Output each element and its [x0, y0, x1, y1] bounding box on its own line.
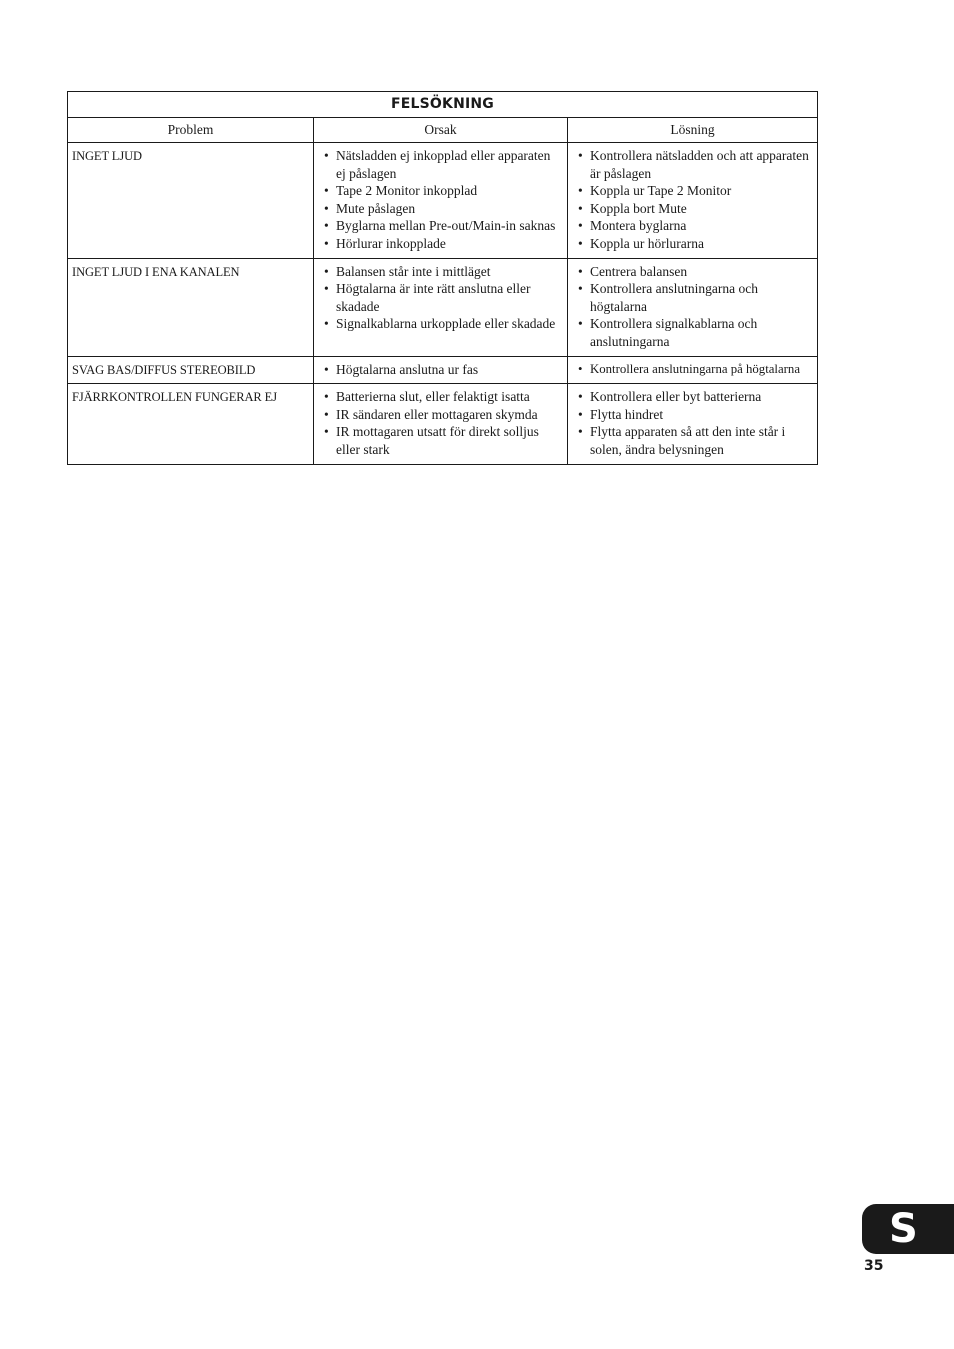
solution-cell: [568, 258, 818, 356]
cause-list: [324, 361, 561, 379]
table-row: [68, 143, 818, 259]
list-item: • Nätsladden ej inkopplad eller apparaten ej påslagen: [324, 147, 561, 182]
solution-cell: [568, 356, 818, 384]
problem-cell: INGET LJUD I ENA KANALEN: [68, 258, 314, 356]
solution-cell: [568, 384, 818, 464]
list-item: • Tape 2 Monitor inkopplad: [324, 182, 561, 200]
list-item: • Hörlurar inkopplade: [324, 235, 561, 253]
language-tab: [862, 1204, 954, 1254]
list-item: • Högtalarna anslutna ur fas: [324, 361, 561, 379]
solution-list: [578, 263, 811, 351]
table-title: FELSÖKNING: [68, 92, 818, 118]
cause-list: [324, 147, 561, 253]
list-item: • Högtalarna är inte rätt anslutna eller skadade: [324, 280, 561, 315]
problem-cell: SVAG BAS/DIFFUS STEREOBILD: [68, 356, 314, 384]
solution-cell: [568, 143, 818, 259]
list-item: • Centrera balansen: [578, 263, 811, 281]
list-item: • Montera byglarna: [578, 217, 811, 235]
solution-list: [578, 361, 811, 379]
problem-cell: INGET LJUD: [68, 143, 314, 259]
list-item: • Balansen står inte i mittläget: [324, 263, 561, 281]
cause-cell: [314, 258, 568, 356]
cause-cell: [314, 384, 568, 464]
cause-cell: [314, 143, 568, 259]
table-row: [68, 356, 818, 384]
list-item: • Signalkablarna urkopplade eller skadade: [324, 315, 561, 333]
list-item: • IR mottagaren utsatt för direkt solljus eller stark: [324, 423, 561, 458]
list-item: • Flytta hindret: [578, 406, 811, 424]
language-tab-letter: S: [889, 1206, 918, 1252]
list-item: • Kontrollera nätsladden och att apparaten är påslagen: [578, 147, 811, 182]
cause-list: [324, 388, 561, 458]
column-header-problem: Problem: [68, 118, 314, 143]
list-item: • Kontrollera eller byt batterierna: [578, 388, 811, 406]
problem-cell: FJÄRRKONTROLLEN FUNGERAR EJ: [68, 384, 314, 464]
solution-list: [578, 388, 811, 458]
list-item: • Koppla ur Tape 2 Monitor: [578, 182, 811, 200]
list-item: • Flytta apparaten så att den inte står i solen, ändra belysningen: [578, 423, 811, 458]
list-item: • Mute påslagen: [324, 200, 561, 218]
list-item: • Kontrollera signalkablarna och anslutningarna: [578, 315, 811, 350]
cause-cell: [314, 356, 568, 384]
table-row: [68, 258, 818, 356]
table-row: [68, 384, 818, 464]
list-item: • Byglarna mellan Pre-out/Main-in saknas: [324, 217, 561, 235]
troubleshooting-table: [67, 91, 818, 465]
list-item: • Koppla ur hörlurarna: [578, 235, 811, 253]
page-number: 35: [864, 1258, 884, 1274]
column-header-cause: Orsak: [314, 118, 568, 143]
list-item: • Kontrollera anslutningarna och högtalarna: [578, 280, 811, 315]
list-item: • IR sändaren eller mottagaren skymda: [324, 406, 561, 424]
column-header-solution: Lösning: [568, 118, 818, 143]
cause-list: [324, 263, 561, 333]
list-item: • Batterierna slut, eller felaktigt isatta: [324, 388, 561, 406]
solution-list: [578, 147, 811, 253]
list-item: • Kontrollera anslutningarna på högtalarna: [578, 361, 811, 379]
list-item: • Koppla bort Mute: [578, 200, 811, 218]
